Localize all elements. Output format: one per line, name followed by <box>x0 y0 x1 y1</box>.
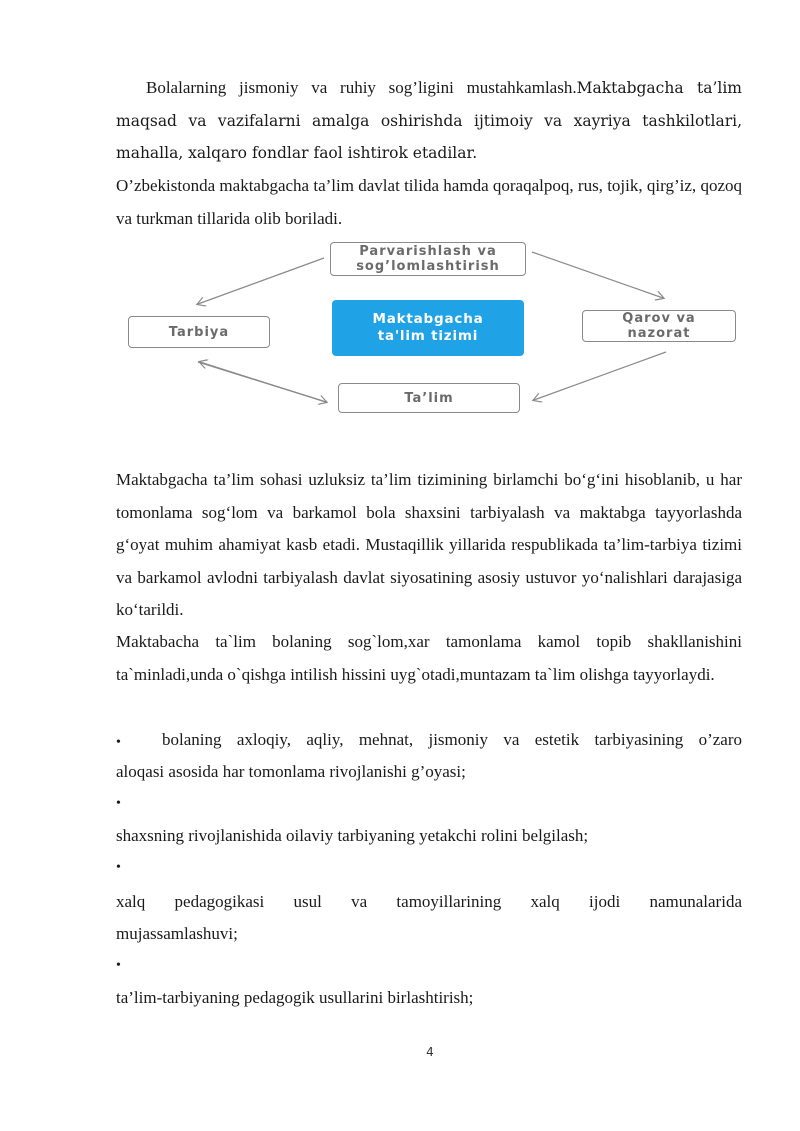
paragraph-1 <box>116 72 742 170</box>
bullet-1-line-1: bolaning axloqiy, aqliy, mehnat, jismoniy va estetik tarbiyasining o’zaro <box>162 730 742 749</box>
bullet-1-line-2: aloqasi asosida har tomonlama rivojlanishi g’oyasi; <box>116 762 466 781</box>
arrow-top-right <box>532 252 663 298</box>
paragraph-1-text: Maktabgacha ta’lim maqsad va vazifalarni amalga oshirishda ijtimoiy va xayriya tashkilotlari, mahalla, xalqaro fondlar faol ishtirok etadilar. <box>116 79 742 162</box>
box-parvarishlash: Parvarishlash va sog’lomlashtirish <box>330 242 526 276</box>
box-center-maktabgacha: Maktabgacha ta'lim tizimi <box>332 300 524 356</box>
paragraph-3: Maktabgacha ta’lim sohasi uzluksiz ta’lim tizimining birlamchi bo‘g‘ini hisoblanib, u har tomonlama sog‘lom va barkamol bola shaxsini tarbiyalash va maktabga tayyorlashda g‘oyat muhim ahamiyat kasb etadi. Mustaqillik yillarida respublikada ta’lim-tarbiya tizimi va barkamol avlodni tarbiyalash davlat siyosatining asosiy ustuvor yo‘nalishlari darajasiga ko‘tarildi. <box>116 470 742 619</box>
arrow-right-bottom <box>534 352 666 400</box>
bullet-1-marker: • <box>116 735 121 750</box>
box-qarov: Qarov va nazorat <box>582 310 736 342</box>
box-talim: Ta’lim <box>338 383 520 413</box>
arrow-bottom-left <box>200 362 326 402</box>
paragraph-4: Maktabacha ta`lim bolaning sog`lom,xar tamonlama kamol topib shakllanishini ta`minladi,unda o`qishga intilish hissini uyg`otadi,muntazam ta`lim olishga tayyorlaydi. <box>116 632 742 684</box>
bullet-4-marker: • <box>116 958 121 973</box>
education-system-diagram <box>118 238 748 420</box>
page-number: 4 <box>426 1045 434 1059</box>
bullet-2-text: shaxsning rivojlanishida oilaviy tarbiyaning yetakchi rolini belgilash; <box>116 826 589 845</box>
paragraph-1-bold: Bolalarning jismoniy va ruhiy sog’ligini mustahkamlash. <box>146 78 577 97</box>
bullet-3-marker: • <box>116 860 121 875</box>
bullet-3-line-1: xalq pedagogikasi usul va tamoyillarining xalq ijodi namunalarida <box>116 892 742 911</box>
arrow-top-left <box>198 258 324 304</box>
bullet-3-line-2: mujassamlashuvi; <box>116 924 238 943</box>
box-tarbiya: Tarbiya <box>128 316 270 348</box>
bullet-4-text: ta’lim-tarbiyaning pedagogik usullarini birlashtirish; <box>116 988 474 1007</box>
paragraph-2: O’zbekistonda maktabgacha ta’lim davlat tilida hamda qoraqalpoq, rus, tojik, qirg’iz, qozoq va turkman tillarida olib boriladi. <box>116 176 742 228</box>
bullet-2-marker: • <box>116 796 121 811</box>
